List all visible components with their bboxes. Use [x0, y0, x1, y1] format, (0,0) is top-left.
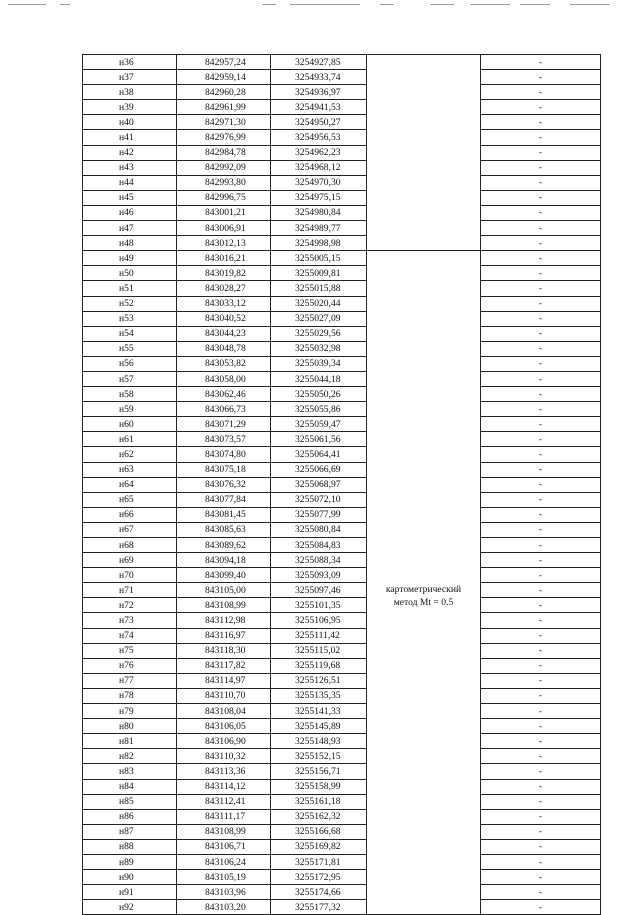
table-row — [83, 462, 601, 477]
x-coordinate-cell: 843019,82 — [177, 266, 271, 281]
description-cell: - — [481, 658, 601, 673]
x-coordinate-cell: 842957,24 — [177, 55, 271, 70]
point-id-cell: н43 — [83, 160, 177, 175]
y-coordinate-cell: 3255161,18 — [271, 794, 367, 809]
y-coordinate-cell: 3255044,18 — [271, 371, 367, 386]
table-row — [83, 704, 601, 719]
description-cell: - — [481, 870, 601, 885]
y-coordinate-cell: 3255072,10 — [271, 492, 367, 507]
point-id-cell: н69 — [83, 553, 177, 568]
description-cell: - — [481, 477, 601, 492]
x-coordinate-cell: 842992,09 — [177, 160, 271, 175]
point-id-cell: н86 — [83, 809, 177, 824]
description-cell: - — [481, 839, 601, 854]
description-cell: - — [481, 538, 601, 553]
table-row — [83, 583, 601, 598]
table-row — [83, 824, 601, 839]
description-cell: - — [481, 236, 601, 251]
point-id-cell: н85 — [83, 794, 177, 809]
description-cell: - — [481, 311, 601, 326]
table-row — [83, 311, 601, 326]
table-row — [83, 160, 601, 175]
y-coordinate-cell: 3255055,86 — [271, 402, 367, 417]
table-row — [83, 854, 601, 869]
table-row — [83, 326, 601, 341]
y-coordinate-cell: 3255088,34 — [271, 553, 367, 568]
table-row — [83, 477, 601, 492]
description-cell: - — [481, 251, 601, 266]
table-row — [83, 115, 601, 130]
description-cell: - — [481, 507, 601, 522]
x-coordinate-cell: 842960,28 — [177, 85, 271, 100]
description-cell: - — [481, 115, 601, 130]
x-coordinate-cell: 843112,41 — [177, 794, 271, 809]
y-coordinate-cell: 3254941,53 — [271, 100, 367, 115]
scan-edge-artifacts — [0, 4, 640, 7]
method-cell-upper — [367, 55, 481, 251]
description-cell: - — [481, 145, 601, 160]
table-row — [83, 205, 601, 220]
description-cell: - — [481, 809, 601, 824]
y-coordinate-cell: 3255156,71 — [271, 764, 367, 779]
point-id-cell: н49 — [83, 251, 177, 266]
x-coordinate-cell: 843106,05 — [177, 719, 271, 734]
description-cell: - — [481, 719, 601, 734]
x-coordinate-cell: 843105,19 — [177, 870, 271, 885]
point-id-cell: н45 — [83, 190, 177, 205]
point-id-cell: н41 — [83, 130, 177, 145]
x-coordinate-cell: 842976,99 — [177, 130, 271, 145]
table-row — [83, 371, 601, 386]
table-row — [83, 402, 601, 417]
x-coordinate-cell: 843103,96 — [177, 885, 271, 900]
x-coordinate-cell: 843001,21 — [177, 205, 271, 220]
y-coordinate-cell: 3255077,99 — [271, 507, 367, 522]
point-id-cell: н54 — [83, 326, 177, 341]
table-row — [83, 85, 601, 100]
x-coordinate-cell: 843114,97 — [177, 673, 271, 688]
description-cell: - — [481, 462, 601, 477]
y-coordinate-cell: 3254970,30 — [271, 175, 367, 190]
x-coordinate-cell: 843106,24 — [177, 854, 271, 869]
table-row — [83, 55, 601, 70]
table-row — [83, 749, 601, 764]
y-coordinate-cell: 3255152,15 — [271, 749, 367, 764]
description-cell: - — [481, 492, 601, 507]
x-coordinate-cell: 843006,91 — [177, 221, 271, 236]
x-coordinate-cell: 843040,52 — [177, 311, 271, 326]
point-id-cell: н46 — [83, 205, 177, 220]
x-coordinate-cell: 843076,32 — [177, 477, 271, 492]
description-cell: - — [481, 900, 601, 915]
description-cell: - — [481, 598, 601, 613]
table-row — [83, 251, 601, 266]
point-id-cell: н52 — [83, 296, 177, 311]
point-id-cell: н38 — [83, 85, 177, 100]
point-id-cell: н39 — [83, 100, 177, 115]
x-coordinate-cell: 843113,36 — [177, 764, 271, 779]
y-coordinate-cell: 3254968,12 — [271, 160, 367, 175]
point-id-cell: н68 — [83, 538, 177, 553]
point-id-cell: н42 — [83, 145, 177, 160]
table-row — [83, 719, 601, 734]
description-cell: - — [481, 734, 601, 749]
y-coordinate-cell: 3255158,99 — [271, 779, 367, 794]
table-row — [83, 221, 601, 236]
x-coordinate-cell: 843106,71 — [177, 839, 271, 854]
description-cell: - — [481, 417, 601, 432]
coordinates-table — [82, 54, 601, 915]
y-coordinate-cell: 3254956,53 — [271, 130, 367, 145]
x-coordinate-cell: 843028,27 — [177, 281, 271, 296]
point-id-cell: н70 — [83, 568, 177, 583]
table-row — [83, 598, 601, 613]
x-coordinate-cell: 843118,30 — [177, 643, 271, 658]
point-id-cell: н77 — [83, 673, 177, 688]
description-cell: - — [481, 854, 601, 869]
y-coordinate-cell: 3255039,34 — [271, 356, 367, 371]
point-id-cell: н74 — [83, 628, 177, 643]
table-row — [83, 688, 601, 703]
x-coordinate-cell: 843074,80 — [177, 447, 271, 462]
point-id-cell: н88 — [83, 839, 177, 854]
description-cell: - — [481, 356, 601, 371]
x-coordinate-cell: 843103,20 — [177, 900, 271, 915]
x-coordinate-cell: 843116,97 — [177, 628, 271, 643]
description-cell: - — [481, 387, 601, 402]
point-id-cell: н91 — [83, 885, 177, 900]
y-coordinate-cell: 3255005,15 — [271, 251, 367, 266]
description-cell: - — [481, 779, 601, 794]
description-cell: - — [481, 371, 601, 386]
y-coordinate-cell: 3255061,56 — [271, 432, 367, 447]
table-row — [83, 613, 601, 628]
x-coordinate-cell: 842993,80 — [177, 175, 271, 190]
point-id-cell: н81 — [83, 734, 177, 749]
description-cell: - — [481, 764, 601, 779]
y-coordinate-cell: 3255172,95 — [271, 870, 367, 885]
x-coordinate-cell: 843108,99 — [177, 598, 271, 613]
description-cell: - — [481, 175, 601, 190]
point-id-cell: н82 — [83, 749, 177, 764]
y-coordinate-cell: 3255148,93 — [271, 734, 367, 749]
point-id-cell: н48 — [83, 236, 177, 251]
x-coordinate-cell: 843108,99 — [177, 824, 271, 839]
point-id-cell: н80 — [83, 719, 177, 734]
table-row — [83, 130, 601, 145]
description-cell: - — [481, 447, 601, 462]
description-cell: - — [481, 326, 601, 341]
table-row — [83, 492, 601, 507]
table-row — [83, 70, 601, 85]
y-coordinate-cell: 3255126,51 — [271, 673, 367, 688]
y-coordinate-cell: 3255068,97 — [271, 477, 367, 492]
y-coordinate-cell: 3254962,23 — [271, 145, 367, 160]
point-id-cell: н63 — [83, 462, 177, 477]
table-row — [83, 100, 601, 115]
description-cell: - — [481, 100, 601, 115]
point-id-cell: н51 — [83, 281, 177, 296]
point-id-cell: н92 — [83, 900, 177, 915]
y-coordinate-cell: 3255169,82 — [271, 839, 367, 854]
x-coordinate-cell: 842996,75 — [177, 190, 271, 205]
point-id-cell: н66 — [83, 507, 177, 522]
x-coordinate-cell: 843071,29 — [177, 417, 271, 432]
point-id-cell: н60 — [83, 417, 177, 432]
description-cell: - — [481, 85, 601, 100]
x-coordinate-cell: 843105,00 — [177, 583, 271, 598]
description-cell: - — [481, 221, 601, 236]
y-coordinate-cell: 3254989,77 — [271, 221, 367, 236]
description-cell: - — [481, 70, 601, 85]
x-coordinate-cell: 843111,17 — [177, 809, 271, 824]
point-id-cell: н75 — [83, 643, 177, 658]
table-row — [83, 417, 601, 432]
y-coordinate-cell: 3254980,84 — [271, 205, 367, 220]
y-coordinate-cell: 3254975,15 — [271, 190, 367, 205]
y-coordinate-cell: 3255093,09 — [271, 568, 367, 583]
description-cell: - — [481, 643, 601, 658]
table-row — [83, 885, 601, 900]
point-id-cell: н79 — [83, 704, 177, 719]
y-coordinate-cell: 3254933,74 — [271, 70, 367, 85]
description-cell: - — [481, 613, 601, 628]
description-cell: - — [481, 749, 601, 764]
y-coordinate-cell: 3254936,97 — [271, 85, 367, 100]
table-row — [83, 175, 601, 190]
point-id-cell: н61 — [83, 432, 177, 447]
y-coordinate-cell: 3255145,89 — [271, 719, 367, 734]
table-row — [83, 281, 601, 296]
y-coordinate-cell: 3255097,46 — [271, 583, 367, 598]
x-coordinate-cell: 842984,78 — [177, 145, 271, 160]
point-id-cell: н89 — [83, 854, 177, 869]
description-cell: - — [481, 266, 601, 281]
coordinates-table-body — [83, 55, 601, 915]
y-coordinate-cell: 3255066,69 — [271, 462, 367, 477]
point-id-cell: н84 — [83, 779, 177, 794]
description-cell: - — [481, 794, 601, 809]
table-row — [83, 764, 601, 779]
point-id-cell: н58 — [83, 387, 177, 402]
table-row — [83, 568, 601, 583]
description-cell: - — [481, 522, 601, 537]
point-id-cell: н59 — [83, 402, 177, 417]
point-id-cell: н56 — [83, 356, 177, 371]
y-coordinate-cell: 3255141,33 — [271, 704, 367, 719]
table-row — [83, 356, 601, 371]
table-row — [83, 507, 601, 522]
table-row — [83, 658, 601, 673]
point-id-cell: н44 — [83, 175, 177, 190]
description-cell: - — [481, 824, 601, 839]
point-id-cell: н36 — [83, 55, 177, 70]
point-id-cell: н50 — [83, 266, 177, 281]
point-id-cell: н47 — [83, 221, 177, 236]
x-coordinate-cell: 843114,12 — [177, 779, 271, 794]
description-cell: - — [481, 402, 601, 417]
description-cell: - — [481, 432, 601, 447]
y-coordinate-cell: 3255171,81 — [271, 854, 367, 869]
y-coordinate-cell: 3254927,85 — [271, 55, 367, 70]
x-coordinate-cell: 843012,13 — [177, 236, 271, 251]
table-row — [83, 432, 601, 447]
y-coordinate-cell: 3255059,47 — [271, 417, 367, 432]
method-label: картометрический — [385, 583, 462, 595]
y-coordinate-cell: 3255135,35 — [271, 688, 367, 703]
y-coordinate-cell: 3255027,09 — [271, 311, 367, 326]
x-coordinate-cell: 843075,18 — [177, 462, 271, 477]
point-id-cell: н65 — [83, 492, 177, 507]
point-id-cell: н76 — [83, 658, 177, 673]
description-cell: - — [481, 205, 601, 220]
x-coordinate-cell: 843108,04 — [177, 704, 271, 719]
description-cell: - — [481, 296, 601, 311]
x-coordinate-cell: 843044,23 — [177, 326, 271, 341]
table-row — [83, 794, 601, 809]
y-coordinate-cell: 3255106,95 — [271, 613, 367, 628]
description-cell: - — [481, 341, 601, 356]
table-row — [83, 447, 601, 462]
y-coordinate-cell: 3255119,68 — [271, 658, 367, 673]
x-coordinate-cell: 843081,45 — [177, 507, 271, 522]
point-id-cell: н64 — [83, 477, 177, 492]
x-coordinate-cell: 843085,63 — [177, 522, 271, 537]
description-cell: - — [481, 160, 601, 175]
point-id-cell: н72 — [83, 598, 177, 613]
description-cell: - — [481, 190, 601, 205]
table-row — [83, 553, 601, 568]
x-coordinate-cell: 843033,12 — [177, 296, 271, 311]
x-coordinate-cell: 843073,57 — [177, 432, 271, 447]
y-coordinate-cell: 3254950,27 — [271, 115, 367, 130]
y-coordinate-cell: 3254998,98 — [271, 236, 367, 251]
description-cell: - — [481, 704, 601, 719]
table-row — [83, 522, 601, 537]
x-coordinate-cell: 842959,14 — [177, 70, 271, 85]
y-coordinate-cell: 3255166,68 — [271, 824, 367, 839]
y-coordinate-cell: 3255101,35 — [271, 598, 367, 613]
y-coordinate-cell: 3255177,32 — [271, 900, 367, 915]
x-coordinate-cell: 843089,62 — [177, 538, 271, 553]
x-coordinate-cell: 843058,00 — [177, 371, 271, 386]
description-cell: - — [481, 673, 601, 688]
description-cell: - — [481, 553, 601, 568]
table-row — [83, 870, 601, 885]
point-id-cell: н40 — [83, 115, 177, 130]
y-coordinate-cell: 3255050,26 — [271, 387, 367, 402]
table-row — [83, 236, 601, 251]
x-coordinate-cell: 843106,90 — [177, 734, 271, 749]
x-coordinate-cell: 842971,30 — [177, 115, 271, 130]
point-id-cell: н83 — [83, 764, 177, 779]
point-id-cell: н57 — [83, 371, 177, 386]
y-coordinate-cell: 3255115,02 — [271, 643, 367, 658]
x-coordinate-cell: 843110,70 — [177, 688, 271, 703]
table-row — [83, 296, 601, 311]
method-accuracy: метод Mt = 0.5 — [393, 596, 454, 608]
table-row — [83, 673, 601, 688]
point-id-cell: н73 — [83, 613, 177, 628]
point-id-cell: н90 — [83, 870, 177, 885]
x-coordinate-cell: 843077,84 — [177, 492, 271, 507]
x-coordinate-cell: 843053,82 — [177, 356, 271, 371]
x-coordinate-cell: 843048,78 — [177, 341, 271, 356]
description-cell: - — [481, 583, 601, 598]
y-coordinate-cell: 3255084,83 — [271, 538, 367, 553]
table-row — [83, 341, 601, 356]
description-cell: - — [481, 281, 601, 296]
point-id-cell: н55 — [83, 341, 177, 356]
x-coordinate-cell: 843094,18 — [177, 553, 271, 568]
y-coordinate-cell: 3255064,41 — [271, 447, 367, 462]
y-coordinate-cell: 3255080,84 — [271, 522, 367, 537]
table-row — [83, 809, 601, 824]
x-coordinate-cell: 843112,98 — [177, 613, 271, 628]
point-id-cell: н78 — [83, 688, 177, 703]
point-id-cell: н67 — [83, 522, 177, 537]
x-coordinate-cell: 843016,21 — [177, 251, 271, 266]
description-cell: - — [481, 568, 601, 583]
y-coordinate-cell: 3255029,56 — [271, 326, 367, 341]
point-id-cell: н37 — [83, 70, 177, 85]
x-coordinate-cell: 842961,99 — [177, 100, 271, 115]
table-row — [83, 779, 601, 794]
x-coordinate-cell: 843117,82 — [177, 658, 271, 673]
table-row — [83, 387, 601, 402]
table-row — [83, 266, 601, 281]
table-row — [83, 145, 601, 160]
x-coordinate-cell: 843110,32 — [177, 749, 271, 764]
table-row — [83, 538, 601, 553]
x-coordinate-cell: 843062,46 — [177, 387, 271, 402]
point-id-cell: н62 — [83, 447, 177, 462]
x-coordinate-cell: 843099,40 — [177, 568, 271, 583]
description-cell: - — [481, 130, 601, 145]
description-cell: - — [481, 688, 601, 703]
table-row — [83, 190, 601, 205]
table-row — [83, 900, 601, 915]
y-coordinate-cell: 3255111,42 — [271, 628, 367, 643]
y-coordinate-cell: 3255032,98 — [271, 341, 367, 356]
y-coordinate-cell: 3255162,32 — [271, 809, 367, 824]
table-row — [83, 839, 601, 854]
y-coordinate-cell: 3255020,44 — [271, 296, 367, 311]
point-id-cell: н71 — [83, 583, 177, 598]
y-coordinate-cell: 3255015,88 — [271, 281, 367, 296]
description-cell: - — [481, 55, 601, 70]
x-coordinate-cell: 843066,73 — [177, 402, 271, 417]
y-coordinate-cell: 3255174,66 — [271, 885, 367, 900]
description-cell: - — [481, 628, 601, 643]
point-id-cell: н53 — [83, 311, 177, 326]
point-id-cell: н87 — [83, 824, 177, 839]
table-row — [83, 643, 601, 658]
y-coordinate-cell: 3255009,81 — [271, 266, 367, 281]
table-row — [83, 628, 601, 643]
description-cell: - — [481, 885, 601, 900]
method-cell — [367, 251, 481, 915]
table-row — [83, 734, 601, 749]
